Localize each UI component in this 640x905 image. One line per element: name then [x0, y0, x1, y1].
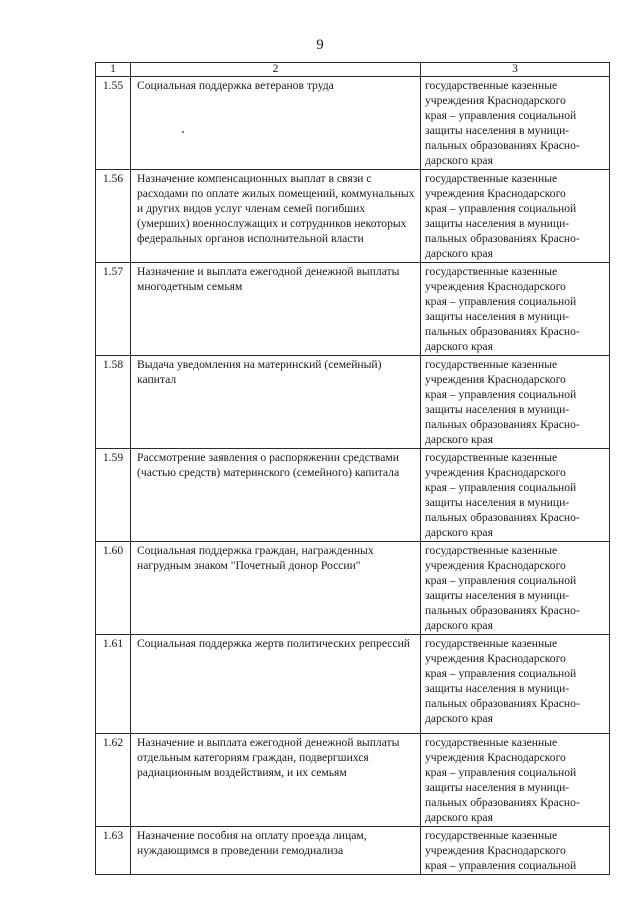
column-header-1: 1: [96, 63, 131, 77]
page-number: 9: [316, 37, 324, 53]
responsible-organization: государственные казенные учреждения Краснодарского края – управления социальной защиты населения в муници- пальных образованиях Красно- дарского края: [421, 635, 610, 734]
service-name: Назначение пособия на оплату проезда лицам, нуждающимся в проведении гемодиализа: [131, 827, 421, 875]
row-number: 1.57: [96, 263, 131, 356]
row-number: 1.63: [96, 827, 131, 875]
services-table: [95, 62, 610, 875]
table-row: [96, 77, 610, 170]
table-row: [96, 356, 610, 449]
row-number: 1.62: [96, 734, 131, 827]
column-header-2: 2: [131, 63, 421, 77]
responsible-organization: государственные казенные учреждения Краснодарского края – управления социальной защиты населения в муници- пальных образованиях Красно- дарского края: [421, 734, 610, 827]
row-number: 1.59: [96, 449, 131, 542]
service-name: Назначение и выплата ежегодной денежной выплаты отдельным категориям граждан, подвергшихся радиационным воздействиям, и их семьям: [131, 734, 421, 827]
table-row: [96, 542, 610, 635]
table-row: [96, 734, 610, 827]
service-name: Социальная поддержка ветеранов труда: [131, 77, 421, 170]
responsible-organization: государственные казенные учреждения Краснодарского края – управления социальной защиты населения в муници- пальных образованиях Красно- дарского края: [421, 77, 610, 170]
row-number: 1.61: [96, 635, 131, 734]
service-name: Рассмотрение заявления о распоряжении средствами (частью средств) материнского (семейного) капитала: [131, 449, 421, 542]
table-row: [96, 263, 610, 356]
responsible-organization: государственные казенные учреждения Краснодарского края – управления социальной защиты населения в муници- пальных образованиях Красно- дарского края: [421, 449, 610, 542]
responsible-organization: государственные казенные учреждения Краснодарского края – управления социальной защиты населения в муници- пальных образованиях Красно- дарского края: [421, 356, 610, 449]
service-name: Социальная поддержка граждан, награжденных нагрудным знаком "Почетный донор России": [131, 542, 421, 635]
row-number: 1.58: [96, 356, 131, 449]
service-name: Назначение компенсационных выплат в связи с расходами по оплате жилых помещений, коммунальных и других видов услуг членам семей погибших (умерших) военнослужащих и сотрудников некоторых федеральных органов исполнительной власти: [131, 170, 421, 263]
responsible-organization: государственные казенные учреждения Краснодарского края – управления социальной защиты населения в муници- пальных образованиях Красно- дарского края: [421, 263, 610, 356]
row-number: 1.60: [96, 542, 131, 635]
responsible-organization: государственные казенные учреждения Краснодарского края – управления социальной защиты населения в муници- пальных образованиях Красно- дарского края: [421, 542, 610, 635]
table-row: [96, 170, 610, 263]
service-name: Социальная поддержка жертв политических репрессий: [131, 635, 421, 734]
responsible-organization: государственные казенные учреждения Краснодарского края – управления социальной защиты населения в муници- пальных образованиях Красно- дарского края: [421, 170, 610, 263]
table-row: [96, 635, 610, 734]
table-row: [96, 827, 610, 875]
row-number: 1.55: [96, 77, 131, 170]
service-name: Выдача уведомления на материнский (семейный) капитал: [131, 356, 421, 449]
service-name: Назначение и выплата ежегодной денежной выплаты многодетным семьям: [131, 263, 421, 356]
table-row: [96, 449, 610, 542]
table-header-row: [96, 63, 610, 77]
row-number: 1.56: [96, 170, 131, 263]
column-header-3: 3: [421, 63, 610, 77]
responsible-organization: государственные казенные учреждения Краснодарского края – управления социальной: [421, 827, 610, 875]
